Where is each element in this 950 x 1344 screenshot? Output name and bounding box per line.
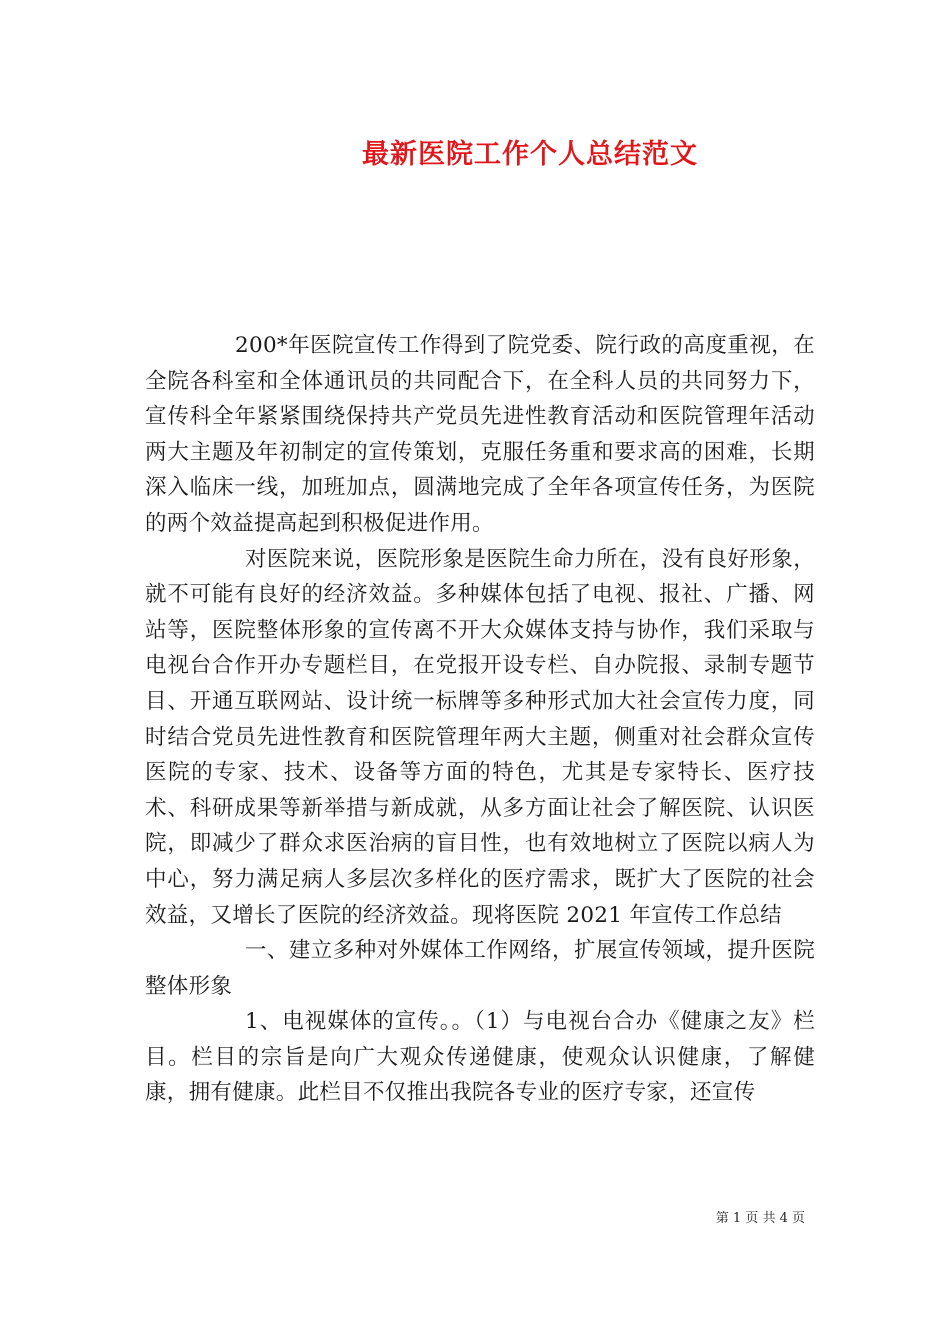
paragraph-tv-media: 1、电视媒体的宣传。。（1）与电视台合办《健康之友》栏目。栏目的宗旨是向广大观众传递健康，使观众认识健康，了解健康，拥有健康。此栏目不仅推出我院各专业的医疗专家，还宣传: [145, 1009, 815, 1106]
page-number-footer: 第 1 页 共 4 页: [715, 1211, 805, 1226]
paragraph-intro: 200*年医院宣传工作得到了院党委、院行政的高度重视，在全院各科室和全体通讯员的共同配合下，在全科人员的共同努力下，宣传科全年紧紧围绕保持共产党员先进性教育活动和医院管理年活动两大主题及年初制定的宣传策划，克服任务重和要求高的困难，长期深入临床一线，加班加点，圆满地完成了全年各项宣传任务，为医院的两个效益提高起到积极促进作用。: [145, 333, 815, 536]
document-body: [145, 328, 815, 1111]
paragraph-media: 对医院来说，医院形象是医院生命力所在，没有良好形象，就不可能有良好的经济效益。多种媒体包括了电视、报社、广播、网站等，医院整体形象的宣传离不开大众媒体支持与协作，我们采取与电视台合作开办专题栏目，在党报开设专栏、自办院报、录制专题节目、开通互联网站、设计统一标牌等多种形式加大社会宣传力度，同时结合党员先进性教育和医院管理年两大主题，侧重对社会群众宣传医院的专家、技术、设备等方面的特色，尤其是专家特长、医疗技术、科研成果等新举措与新成就，从多方面让社会了解医院、认识医院，即减少了群众求医治病的盲目性，也有效地树立了医院以病人为中心，努力满足病人多层次多样化的医疗需求，既扩大了医院的社会效益，又增长了医院的经济效益。现将医院 2021 年宣传工作总结: [145, 546, 815, 928]
document-title: 最新医院工作个人总结范文: [362, 139, 698, 170]
section-heading-1: 一、建立多种对外媒体工作网络，扩展宣传领域，提升医院整体形象: [145, 938, 815, 999]
